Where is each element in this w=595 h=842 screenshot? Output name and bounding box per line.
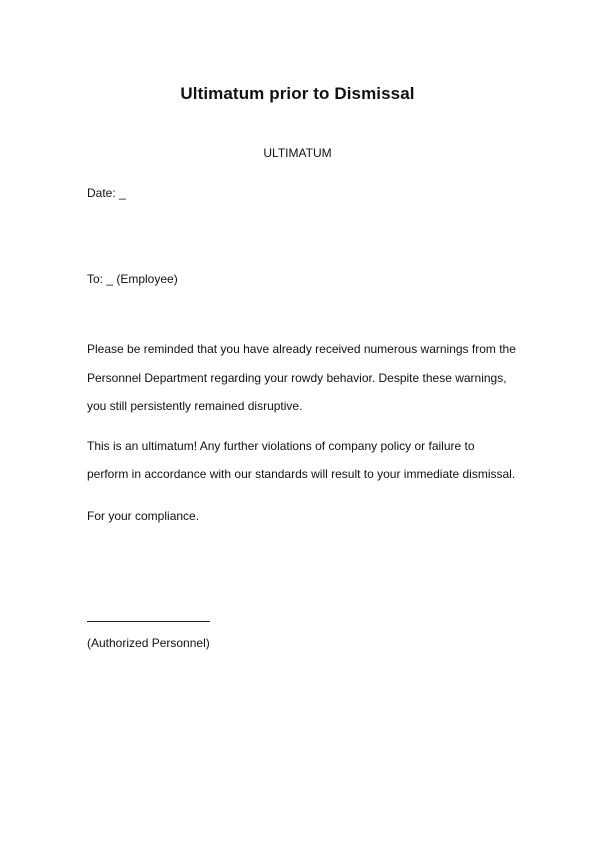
- paragraph2-line2: perform in accordance with our standards will result to your immediate dismissal.: [87, 467, 516, 481]
- document-subtitle: ULTIMATUM: [263, 146, 332, 160]
- date-line: Date: _: [87, 186, 126, 200]
- recipient-line: To: _ (Employee): [87, 272, 178, 286]
- paragraph1-line1: Please be reminded that you have already received numerous warnings from the: [87, 342, 516, 356]
- paragraph1-line2: Personnel Department regarding your rowdy behavior. Despite these warnings,: [87, 371, 507, 385]
- paragraph1-line3: you still persistently remained disruptive.: [87, 399, 303, 413]
- signature-line: [87, 621, 210, 622]
- document-title: Ultimatum prior to Dismissal: [180, 84, 415, 103]
- paragraph2-line1: This is an ultimatum! Any further violations of company policy or failure to: [87, 439, 475, 453]
- signature-caption: (Authorized Personnel): [87, 636, 210, 650]
- closing-line: For your compliance.: [87, 509, 200, 523]
